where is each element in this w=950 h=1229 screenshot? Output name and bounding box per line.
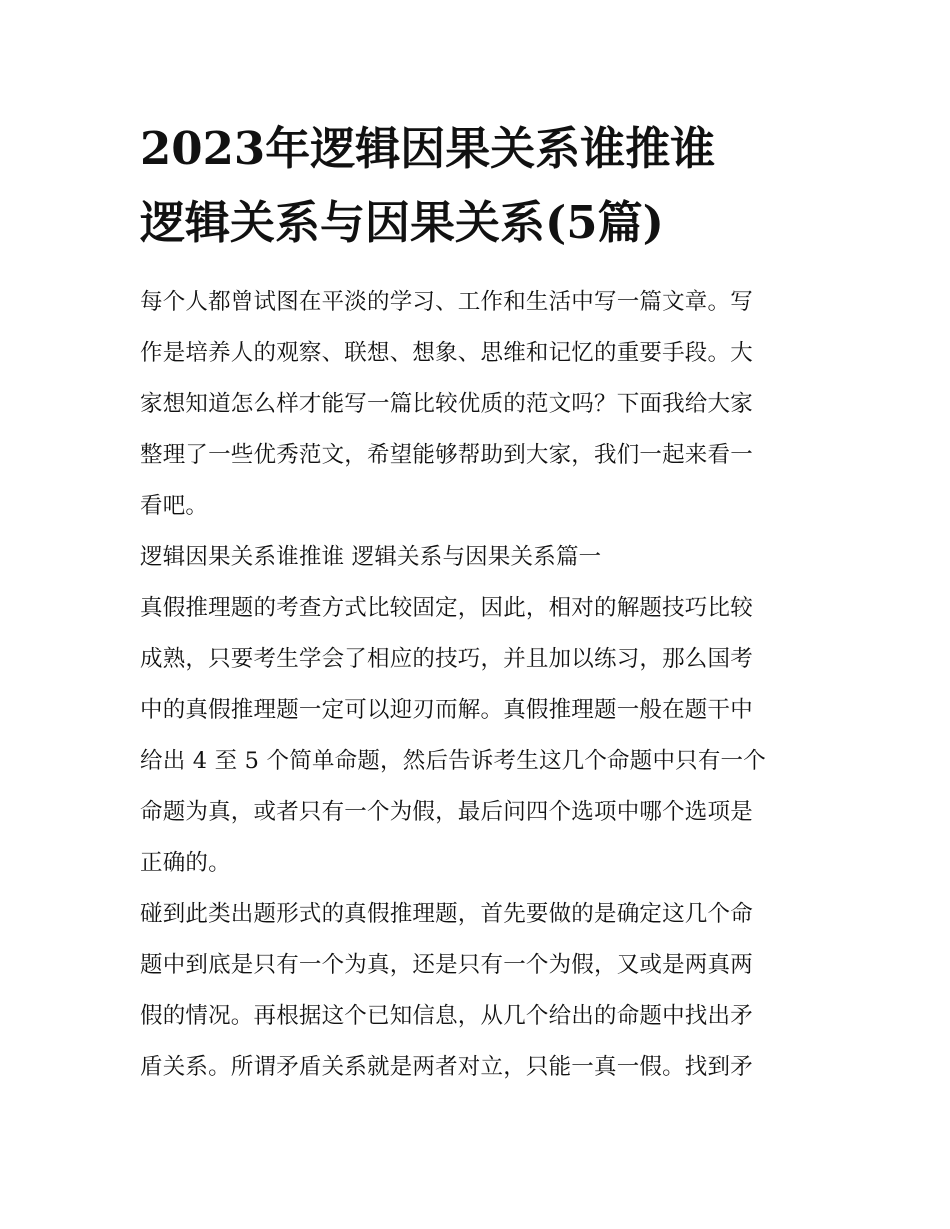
text-line: 成熟，只要考生学会了相应的技巧，并且加以练习，那么国考 (140, 646, 753, 672)
document-body (140, 277, 812, 1093)
text-line: 盾关系。所谓矛盾关系就是两者对立，只能一真一假。找到矛 (140, 1054, 753, 1080)
text-line: 中的真假推理题一定可以迎刃而解。真假推理题一般在题干中 (140, 697, 753, 723)
title-line-2: 逻辑关系与因果关系(5篇) (140, 196, 664, 249)
body-paragraph-1 (140, 583, 812, 889)
text-line: 整理了一些优秀范文，希望能够帮助到大家，我们一起来看一 (140, 442, 753, 468)
text-line: 每个人都曾试图在平淡的学习、工作和生活中写一篇文章。写 (140, 289, 753, 315)
text-line: 真假推理题的考查方式比较固定，因此，相对的解题技巧比较 (140, 595, 753, 621)
text-line: 命题为真，或者只有一个为假，最后问四个选项中哪个选项是 (140, 799, 753, 825)
text-line: 碰到此类出题形式的真假推理题，首先要做的是确定这几个命 (140, 901, 753, 927)
text-line: 题中到底是只有一个为真，还是只有一个为假，又或是两真两 (140, 952, 753, 978)
intro-paragraph (140, 277, 812, 532)
section-heading: 逻辑因果关系谁推谁 逻辑关系与因果关系篇一 (140, 544, 602, 570)
body-paragraph-2 (140, 889, 812, 1093)
document-title (140, 112, 812, 260)
text-line: 正确的。 (140, 850, 231, 876)
text-line: 看吧。 (140, 493, 209, 519)
document-page (140, 112, 812, 1093)
text-line: 给出 4 至 5 个简单命题，然后告诉考生这几个命题中只有一个 (140, 748, 766, 774)
text-line: 假的情况。再根据这个已知信息，从几个给出的命题中找出矛 (140, 1003, 753, 1029)
text-line: 作是培养人的观察、联想、想象、思维和记忆的重要手段。大 (140, 340, 753, 366)
title-line-1: 2023年逻辑因果关系谁推谁 (140, 122, 716, 175)
text-line: 家想知道怎么样才能写一篇比较优质的范文吗？下面我给大家 (140, 391, 753, 417)
